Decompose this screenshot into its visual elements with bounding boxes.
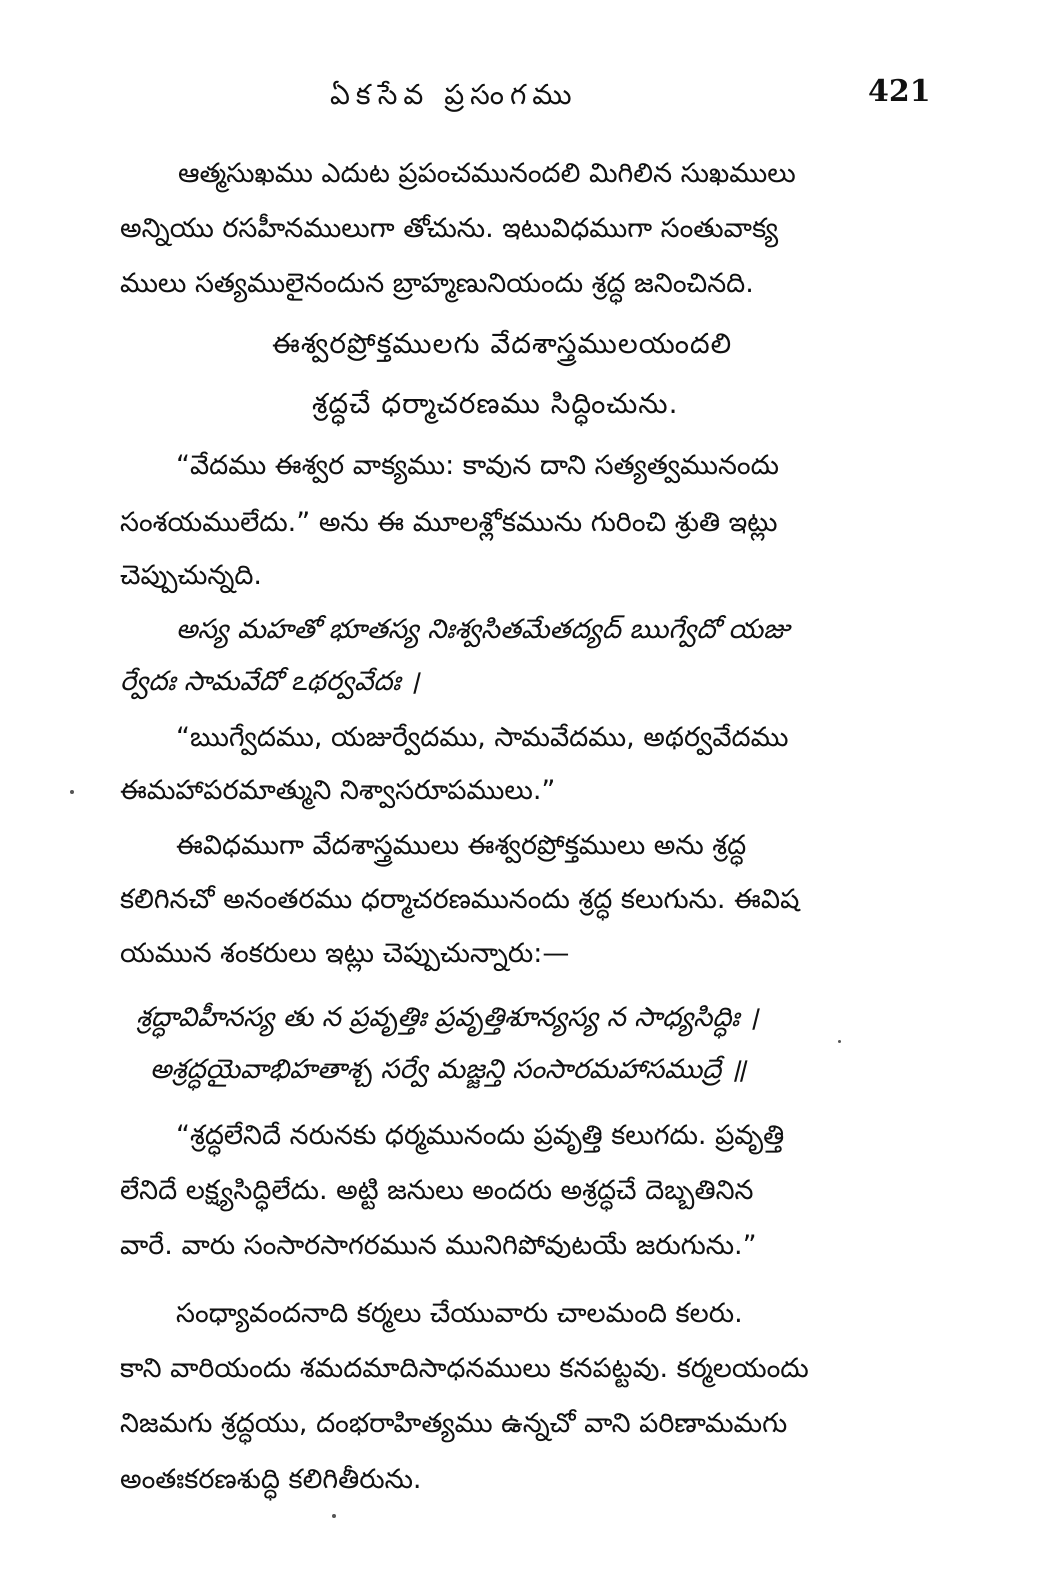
text-line: “ఋగ్వేదము, యజుర్వేదము, సామవేదము, అథర్వవేదము [176, 722, 789, 753]
text-line: ఈవిధముగా వేదశాస్త్రములు ఈశ్వరప్రోక్తములు అను శ్రద్ధ [176, 830, 747, 861]
text-line: వారే. వారు సంసారసాగరమున మునిగిపోవుటయే జరుగును.” [120, 1230, 757, 1261]
text-line: సంశయములేదు.” అను ఈ మూలశ్లోకమును గురించి శ్రుతి ఇట్లు [120, 507, 778, 538]
scan-speck [332, 1514, 336, 1518]
text-line: యమున శంకరులు ఇట్లు చెప్పుచున్నారు:— [120, 938, 570, 969]
text-line: ఆత్మసుఖము ఎదుట ప్రపంచమునందలి మిగిలిన సుఖములు [178, 158, 796, 189]
running-title: ఏకసేవ ప్రసంగము [330, 78, 578, 111]
verse-line: శ్రద్ధావిహీనస్య తు న ప్రవృత్తిః ప్రవృత్తిశూన్యస్య న సాధ్యసిద్ధిః । [136, 1002, 759, 1033]
text-line: కాని వారియందు శమదమాదిసాధనములు కనపట్టవు. కర్మలయందు [120, 1353, 809, 1384]
verse-line: అస్య మహతో భూతస్య నిఃశ్వసితమేతద్యద్ ఋగ్వేదో యజు [176, 614, 790, 645]
text-line: చెప్పుచున్నది. [120, 560, 262, 591]
section-heading: శ్రద్ధచే ధర్మాచరణము సిద్ధించును. [312, 387, 679, 420]
text-line: అన్నియు రసహీనములుగా తోచును. ఇటువిధముగా సంతువాక్య [120, 213, 779, 244]
text-line: కలిగినచో అనంతరము ధర్మాచరణమునందు శ్రద్ధ కలుగును. ఈవిష [120, 884, 800, 915]
verse-line: అశ్రద్ధయైవాభిహతాశ్చ సర్వే మజ్జన్తి సంసారమహాసముద్రే ॥ [150, 1054, 746, 1085]
text-line: ములు సత్యములైనందున బ్రాహ్మణునియందు శ్రద్ధ జనించినది. [120, 268, 754, 299]
scan-speck [838, 1040, 841, 1043]
text-line: ఈమహాపరమాత్ముని నిశ్వాసరూపములు.” [120, 775, 556, 806]
page-number: 421 [868, 74, 931, 109]
text-line: అంతఃకరణశుద్ధి కలిగితీరును. [120, 1464, 422, 1495]
verse-line: ర్వేదః సామవేదో ఽథర్వవేదః । [120, 666, 420, 697]
text-line: లేనిదే లక్ష్యసిద్ధిలేదు. అట్టి జనులు అందరు అశ్రద్ధచే దెబ్బతినిన [120, 1175, 754, 1206]
text-line: సంధ్యావందనాది కర్మలు చేయువారు చాలమంది కలరు. [176, 1298, 743, 1329]
scan-speck [70, 790, 74, 794]
text-line: “వేదము ఈశ్వర వాక్యము: కావున దాని సత్యత్వమునందు [176, 450, 780, 481]
text-line: నిజమగు శ్రద్ధయు, దంభరాహిత్యము ఉన్నచో వాని పరిణామమగు [120, 1408, 788, 1439]
section-heading: ఈశ్వరప్రోక్తములగు వేదశాస్త్రములయందలి [272, 327, 733, 360]
page-header [0, 70, 1055, 120]
text-line: “శ్రద్ధలేనిదే నరునకు ధర్మమునందు ప్రవృత్తి కలుగదు. ప్రవృత్తి [176, 1120, 785, 1151]
